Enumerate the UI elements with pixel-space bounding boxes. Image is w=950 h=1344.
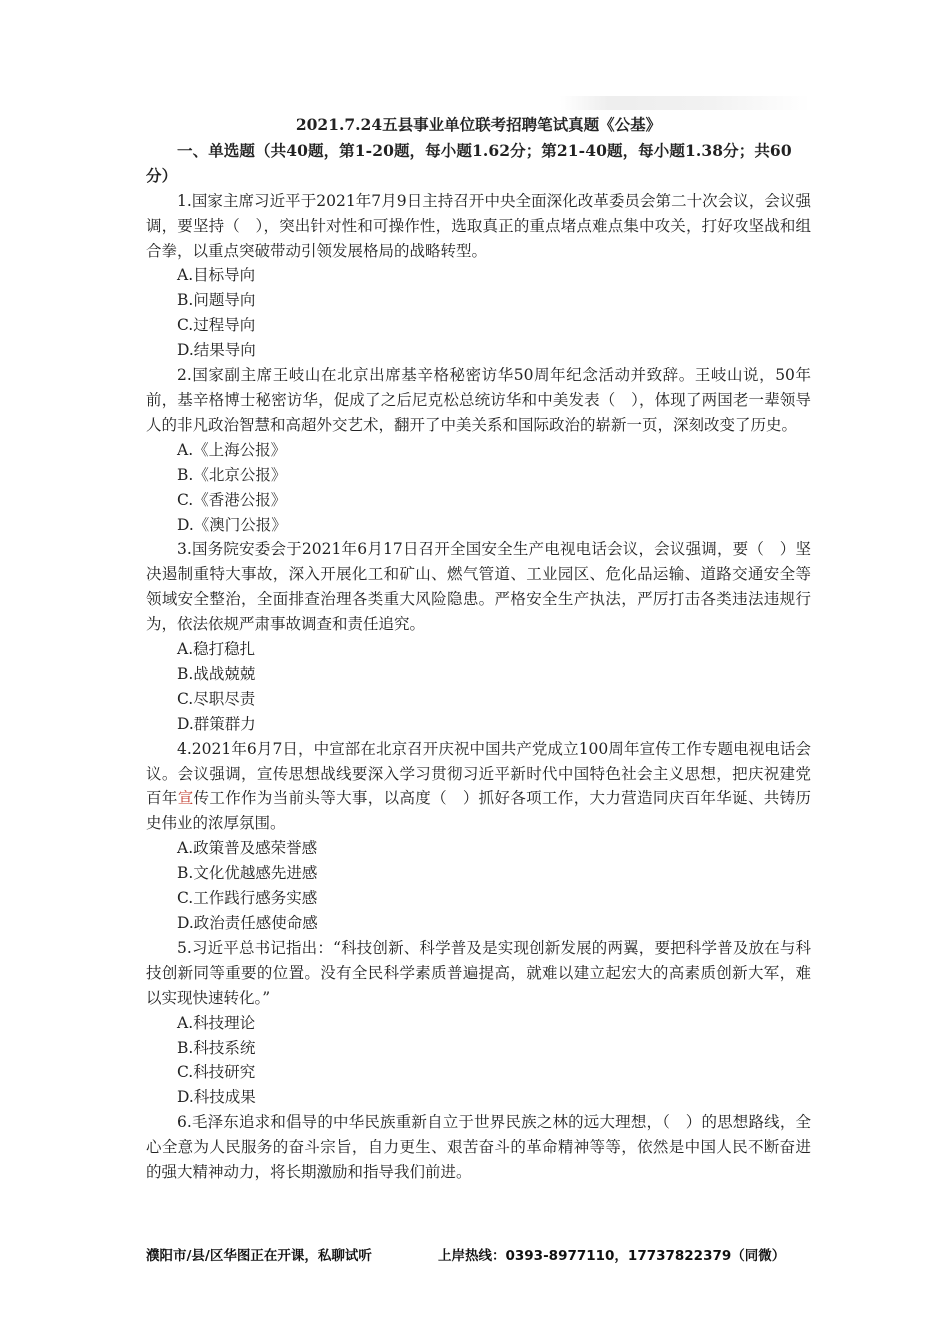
question-5-option-d: D.科技成果 (177, 1088, 256, 1107)
document-body (146, 113, 811, 1185)
question-3-stem: 3.国务院安委会于2021年6月17日召开全国安全生产电视电话会议，会议强调，要（ ）坚决遏制重特大事故，深入开展化工和矿山、燃气管道、工业园区、危化品运输、道路交通安全等领域安全整治，全面排查治理各类重大风险隐患。严格安全生产执法，严厉打击各类违法违规行为，依法依规严肃事故调查和责任追究。 (146, 540, 811, 634)
question-5-option-b: B.科技系统 (177, 1038, 256, 1057)
question-3-option-b: B.战战兢兢 (177, 664, 256, 683)
question-2-option-b: B.《北京公报》 (177, 465, 287, 484)
question-5-option-a: A.科技理论 (177, 1013, 256, 1032)
question-4-stem-part-1: 4.2021年6月7日，中宣部在北京召开庆祝中国共产党成立100周年宣传工作专题电视电话会议。会议强调，宣传思想战线要深入学习贯彻习近平新时代中国特色社会主义思想，把庆祝建党百年 (146, 739, 811, 808)
section-heading: 一、单选题（共40题，第1-20题，每小题1.62分；第21-40题，每小题1.38分；共60分） (146, 140, 792, 185)
question-2-option-a: A.《上海公报》 (177, 440, 287, 459)
question-2-option-c: C.《香港公报》 (177, 490, 287, 509)
question-3-option-d: D.群策群力 (177, 714, 256, 733)
footer-banner (146, 1244, 846, 1264)
question-5-stem: 5.习近平总书记指出：“科技创新、科学普及是实现创新发展的两翼，要把科学普及放在与科技创新同等重要的位置。没有全民科学素质普遍提高，就难以建立起宏大的高素质创新大军，难以实现快速转化。” (146, 938, 811, 1007)
highlighted-char: 宣 (177, 789, 194, 808)
question-4-option-b: B.文化优越感先进感 (177, 864, 318, 883)
question-1-stem: 1.国家主席习近平于2021年7月9日主持召开中央全面深化改革委员会第二十次会议，会议强调，要坚持（ ），突出针对性和可操作性，选取真正的重点堵点难点集中攻关，打好攻坚战和组合拳，以重点突破带动引领发展格局的战略转型。 (146, 191, 811, 260)
scan-artifact (560, 96, 810, 110)
question-5-option-c: C.科技研究 (177, 1063, 256, 1082)
question-1-option-b: B.问题导向 (177, 291, 256, 310)
question-3-option-a: A.稳打稳扎 (177, 640, 256, 659)
question-4-option-d: D.政治责任感使命感 (177, 914, 318, 932)
question-3-option-c: C.尽职尽责 (177, 689, 256, 708)
page-title: 2021.7.24五县事业单位联考招聘笔试真题《公基》 (295, 115, 662, 134)
question-1-option-d: D.结果导向 (177, 341, 256, 360)
footer-ad-text: 濮阳市/县/区华图正在开课，私聊试听 (146, 1248, 372, 1264)
question-6-stem: 6.毛泽东追求和倡导的中华民族重新自立于世界民族之林的远大理想，（ ）的思想路线，全心全意为人民服务的奋斗宗旨，自力更生、艰苦奋斗的革命精神等等，依然是中国人民不断奋进的强大精神动力，将长期激励和指导我们前进。 (146, 1113, 811, 1182)
footer-hotline: 上岸热线：0393-8977110，17737822379（同微） (438, 1248, 786, 1264)
question-4-stem (146, 737, 811, 837)
question-1-option-c: C.过程导向 (177, 316, 256, 335)
question-4-option-a: A.政策普及感荣誉感 (177, 839, 318, 858)
question-4-option-c: C.工作践行感务实感 (177, 889, 318, 908)
question-2-option-d: D.《澳门公报》 (177, 515, 287, 534)
question-2-stem: 2.国家副主席王岐山在北京出席基辛格秘密访华50周年纪念活动并致辞。王岐山说，50年前，基辛格博士秘密访华，促成了之后尼克松总统访华和中美发表（ ），体现了两国老一辈领导人的非凡政治智慧和高超外交艺术，翻开了中美关系和国际政治的崭新一页，深刻改变了历史。 (146, 366, 811, 434)
question-4-stem-part-2: 传工作作为当前头等大事，以高度（ ）抓好各项工作，大力营造同庆百年华诞、共铸历史伟业的浓厚氛围。 (146, 789, 811, 833)
question-1-option-a: A.目标导向 (177, 266, 256, 285)
